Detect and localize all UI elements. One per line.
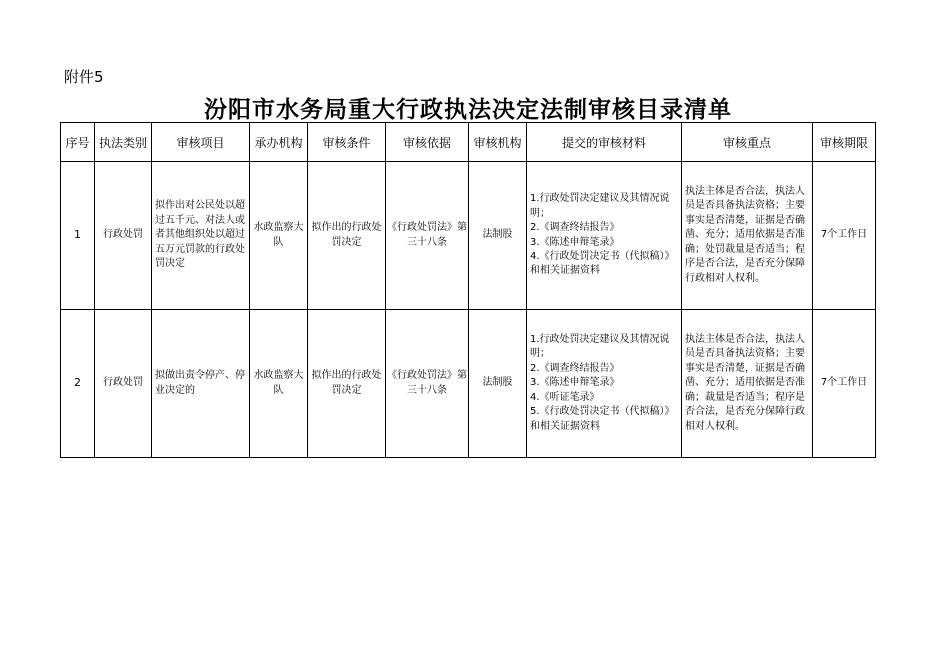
- header-cell: 执法类别: [95, 123, 152, 162]
- review-deadline: 7个工作日: [813, 310, 876, 458]
- page-title: 汾阳市水务局重大行政执法决定法制审核目录清单: [204, 97, 732, 123]
- header-cell: 审核重点: [682, 123, 813, 162]
- handling-agency: 水政监察大队: [250, 162, 308, 310]
- submitted-materials: [527, 162, 682, 310]
- review-item: 拟做出责令停产、停业决定的: [152, 310, 250, 458]
- header-cell: 审核条件: [308, 123, 386, 162]
- material-item: 4.《听证笔录》: [530, 391, 600, 403]
- review-focus: 执法主体是否合法，执法人员是否具备执法资格；主要事实是否清楚，证据是否确凿、充分；适用依据是否准确；处罚裁量是否适当；程序是否合法，是否充分保障行政相对人权利。: [682, 162, 813, 310]
- review-deadline: 7个工作日: [813, 162, 876, 310]
- review-catalog-table: [60, 122, 876, 458]
- material-item: 1.行政处罚决定建议及其情况说明；: [530, 334, 670, 360]
- review-basis: 《行政处罚法》第三十八条: [386, 310, 469, 458]
- handling-agency: 水政监察大队: [250, 310, 308, 458]
- header-cell: 审核期限: [813, 123, 876, 162]
- material-item: 4.《行政处罚决定书（代拟稿）》和相关证据资料: [530, 250, 675, 277]
- table-row: [61, 162, 876, 310]
- material-item: 3.《陈述申辩笔录》: [530, 236, 620, 248]
- review-condition: 拟作出的行政处罚决定: [308, 310, 386, 458]
- material-item: 2.《调查终结报告》: [530, 362, 620, 374]
- header-cell: 提交的审核材料: [527, 123, 682, 162]
- header-cell: 审核依据: [386, 123, 469, 162]
- material-item: 2.《调查终结报告》: [530, 222, 620, 234]
- enforcement-category: 行政处罚: [95, 162, 152, 310]
- header-cell: 序号: [61, 123, 95, 162]
- attachment-label: 附件5: [64, 68, 104, 86]
- enforcement-category: 行政处罚: [95, 310, 152, 458]
- material-item: 5.《行政处罚决定书（代拟稿）》和相关证据资料: [530, 406, 675, 432]
- header-cell: 承办机构: [250, 123, 308, 162]
- review-focus: 执法主体是否合法，执法人员是否具备执法资格；主要事实是否清楚，证据是否确凿、充分；适用依据是否准确；裁量是否适当；程序是否合法，是否充分保障行政相对人权利。: [682, 310, 813, 458]
- review-agency: 法制股: [469, 310, 527, 458]
- table-row: [61, 310, 876, 458]
- header-cell: 审核项目: [152, 123, 250, 162]
- review-basis: 《行政处罚法》第三十八条: [386, 162, 469, 310]
- material-item: 1.行政处罚决定建议及其情况说明；: [530, 193, 670, 219]
- review-agency: 法制股: [469, 162, 527, 310]
- review-condition: 拟作出的行政处罚决定: [308, 162, 386, 310]
- row-number: 2: [61, 310, 95, 458]
- material-item: 3.《陈述申辩笔录》: [530, 377, 620, 389]
- header-row: [61, 123, 876, 162]
- review-item: 拟作出对公民处以超过五千元、对法人或者其他组织处以超过五万元罚款的行政处罚决定: [152, 162, 250, 310]
- header-cell: 审核机构: [469, 123, 527, 162]
- submitted-materials: [527, 310, 682, 458]
- row-number: 1: [61, 162, 95, 310]
